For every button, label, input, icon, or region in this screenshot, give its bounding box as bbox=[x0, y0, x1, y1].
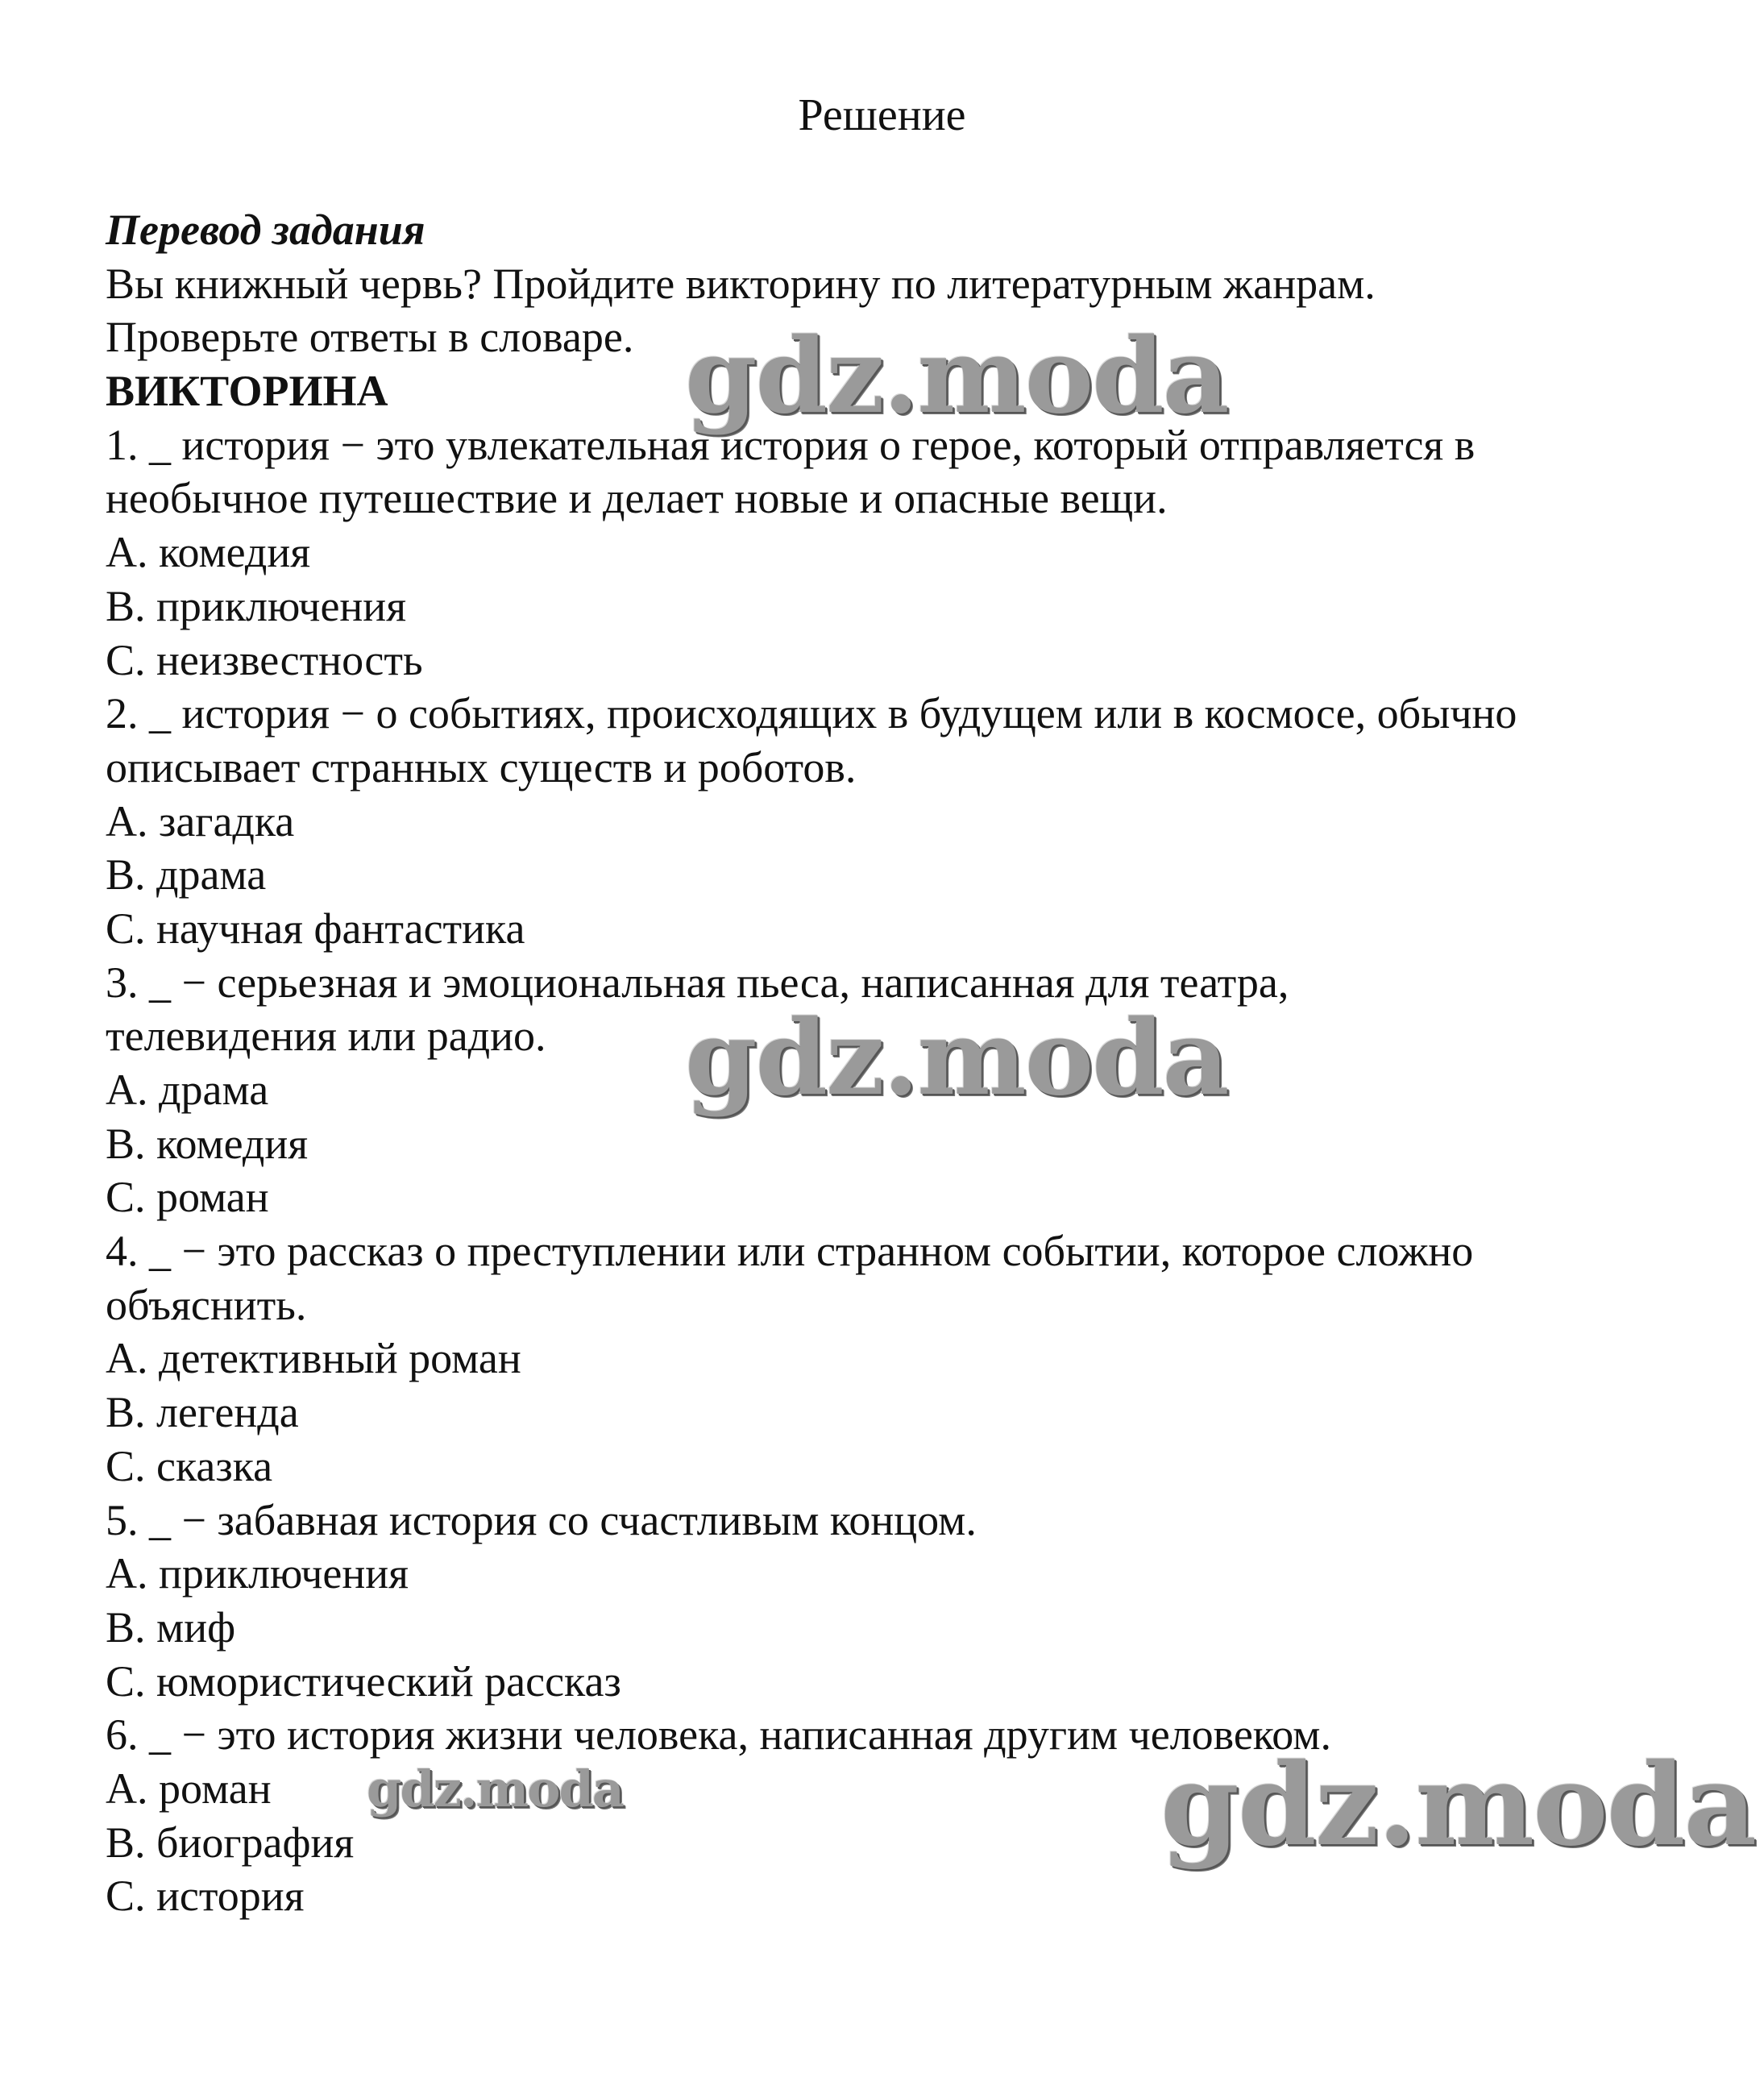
quiz-heading: ВИКТОРИНА bbox=[106, 367, 388, 416]
question-line: 4. _ − это рассказ о преступлении или странном событии, которое сложно bbox=[106, 1227, 1474, 1276]
answer-option: C. роман bbox=[106, 1173, 269, 1222]
watermark: gdz.moda bbox=[1160, 1739, 1756, 1872]
answer-option: C. история bbox=[106, 1872, 305, 1921]
answer-option: B. миф bbox=[106, 1602, 236, 1652]
question-line: описывает странных существ и роботов. bbox=[106, 742, 857, 792]
watermark: gdz.moda bbox=[685, 998, 1228, 1119]
question-line: 3. _ − серьезная и эмоциональная пьеса, написанная для театра, bbox=[106, 958, 1289, 1007]
answer-option: C. юмористический рассказ bbox=[106, 1656, 621, 1706]
answer-option: B. легенда bbox=[106, 1388, 299, 1437]
question-line: необычное путешествие и делает новые и опасные вещи. bbox=[106, 474, 1168, 523]
answer-option: A. загадка bbox=[106, 796, 295, 846]
watermark: gdz.moda bbox=[367, 1760, 623, 1818]
answer-option: B. приключения bbox=[106, 581, 407, 630]
watermark: gdz.moda bbox=[685, 316, 1228, 437]
question-line: 1. _ история − это увлекательная история о герое, который отправляется в bbox=[106, 420, 1476, 469]
answer-option: B. комедия bbox=[106, 1119, 309, 1168]
intro-line: Вы книжный червь? Пройдите викторину по литературным жанрам. bbox=[106, 259, 1376, 308]
section-heading: Перевод задания bbox=[106, 206, 425, 254]
intro-line: Проверьте ответы в словаре. bbox=[106, 313, 634, 362]
answer-option: A. комедия bbox=[106, 528, 311, 577]
question-line: объяснить. bbox=[106, 1280, 307, 1329]
answer-option: C. сказка bbox=[106, 1441, 273, 1490]
question-line: 5. _ − забавная история со счастливым концом. bbox=[106, 1495, 977, 1544]
answer-option: A. детективный роман bbox=[106, 1334, 521, 1383]
question-line: 6. _ − это история жизни человека, написанная другим человеком. bbox=[106, 1710, 1331, 1760]
answer-option: A. драма bbox=[106, 1066, 269, 1114]
page-title: Решение bbox=[798, 90, 966, 140]
question-line: телевидения или радио. bbox=[106, 1012, 546, 1061]
answer-option: C. неизвестность bbox=[106, 635, 423, 684]
answer-option: C. научная фантастика bbox=[106, 904, 525, 953]
question-line: 2. _ история − о событиях, происходящих в будущем или в космосе, обычно bbox=[106, 689, 1517, 738]
answer-option: A. приключения bbox=[106, 1549, 409, 1598]
answer-option: B. драма bbox=[106, 850, 267, 900]
answer-option: B. биография bbox=[106, 1818, 355, 1867]
answer-option: A. роман bbox=[106, 1764, 272, 1813]
